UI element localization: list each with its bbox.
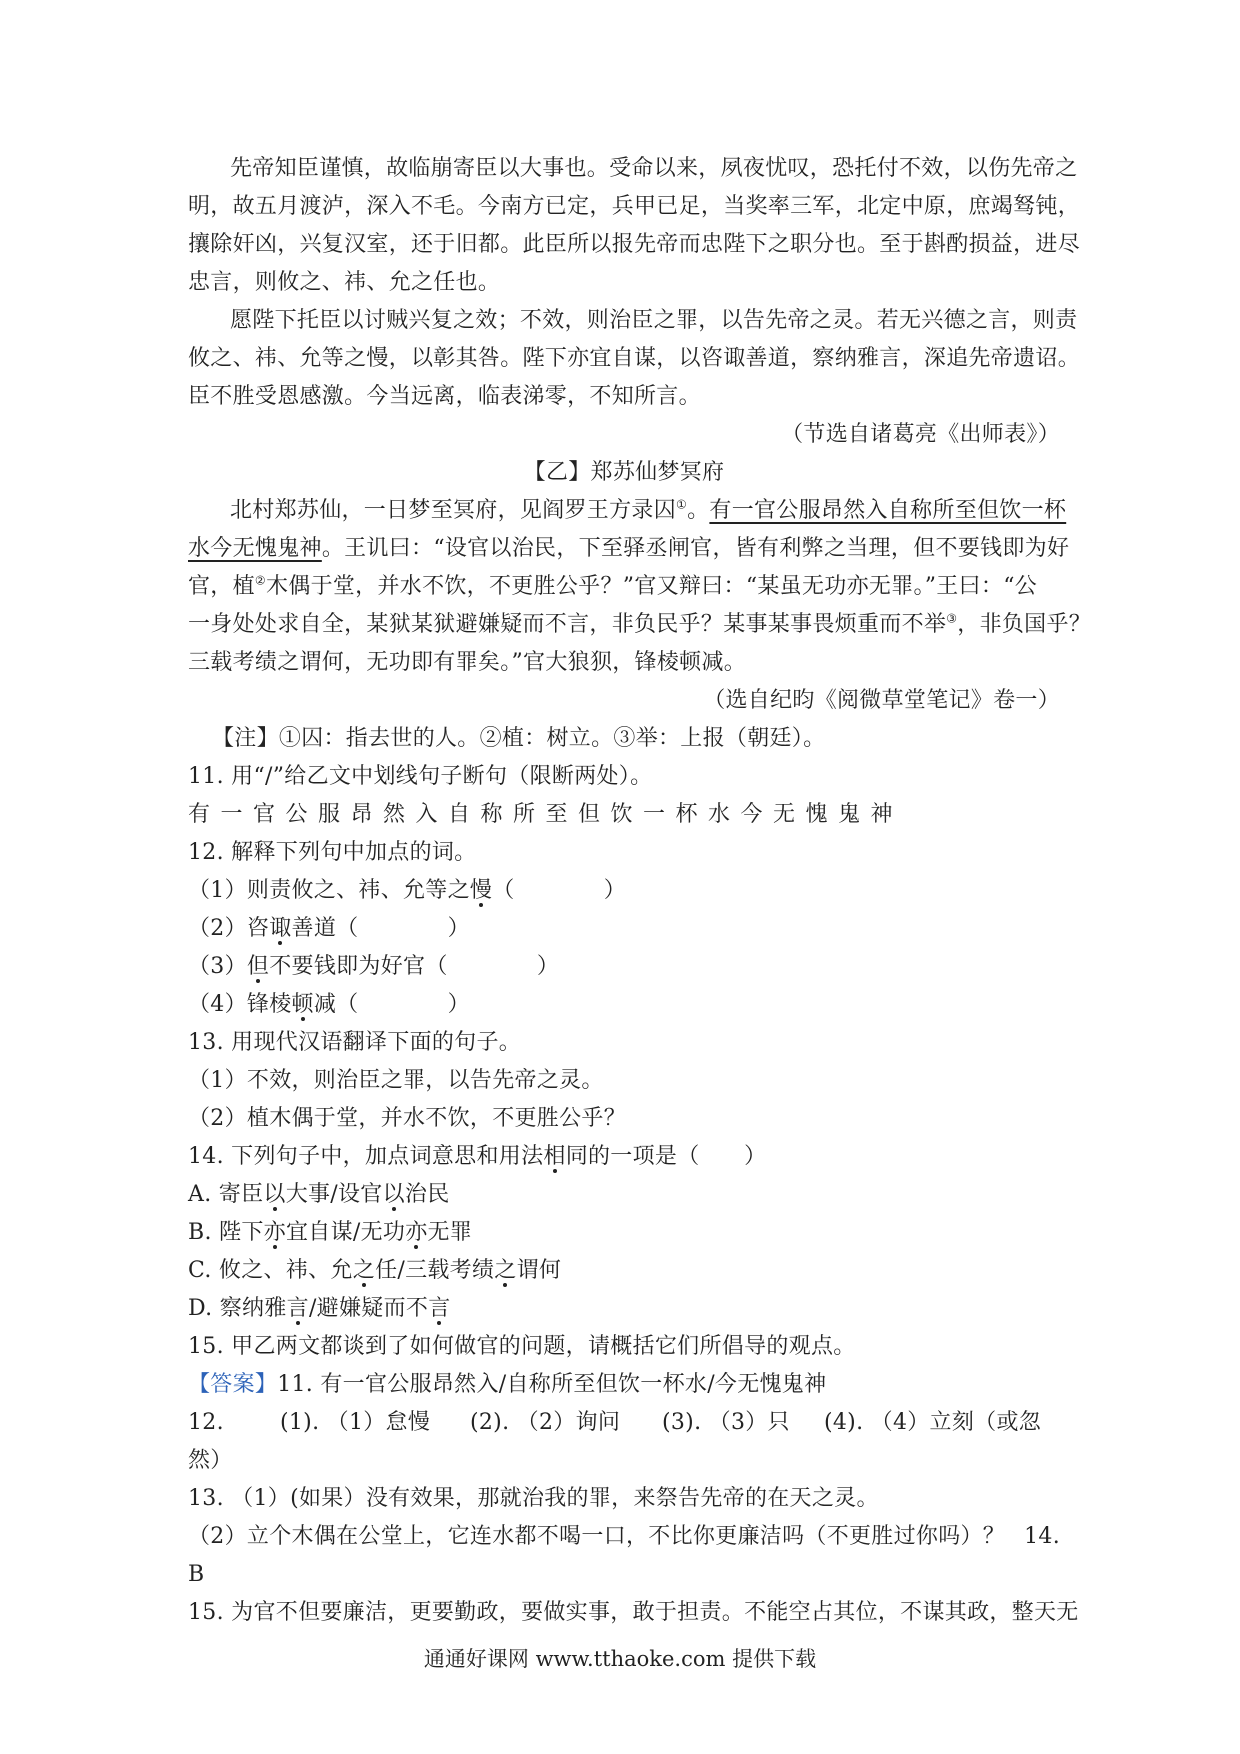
dotted-word: 但 <box>246 954 270 979</box>
dotted-word: 以 <box>263 1182 286 1207</box>
answer-14: B <box>188 1562 205 1587</box>
answer-tag: 【答案】 <box>188 1372 278 1397</box>
jia-paragraph-1-line-1: 先帝知臣谨慎，故临崩寄臣以大事也。受命以来，夙夜忧叹，恐托付不效，以伤先帝之 <box>230 156 1078 181</box>
answer-14-number: 14. <box>1024 1524 1060 1549</box>
note-marker-2: ② <box>254 573 266 588</box>
option-a-text: 大事/设官 <box>285 1182 383 1207</box>
option-b-text: B. 陛下 <box>188 1220 264 1245</box>
option-c-text: 谓何 <box>516 1258 562 1283</box>
dotted-word: 言 <box>286 1296 309 1321</box>
dotted-word: 亦 <box>405 1220 428 1245</box>
dotted-word: 之 <box>352 1258 376 1283</box>
yi-line-1-punct: 。 <box>687 498 710 523</box>
question-12-1 <box>188 872 1060 910</box>
yi-line-5: 三载考绩之谓何，无功即有罪矣。”官大狼狈，锋棱顿减。 <box>188 650 747 675</box>
q14-text-end: 同的一项是（ ） <box>565 1144 767 1169</box>
question-12-2 <box>188 910 1060 948</box>
note-marker-3: ③ <box>946 611 958 626</box>
dotted-word: 顿 <box>291 992 314 1017</box>
yi-line-3 <box>188 568 1060 606</box>
option-a-text: A. 寄臣 <box>188 1182 264 1207</box>
question-11: 11. 用“/”给乙文中划线句子断句（限断两处）。 <box>188 764 653 789</box>
answer-12-4: (4). （4）立刻（或忽 <box>824 1410 1042 1435</box>
option-b-text: 宜自谋/无功 <box>285 1220 406 1245</box>
q12-1-text: （1）则责攸之、祎、允等之 <box>188 878 470 903</box>
question-11-text: 有一官公服昂然入自称所至但饮一杯水今无愧鬼神 <box>188 802 904 827</box>
dotted-word: 以 <box>382 1182 405 1207</box>
question-12-3 <box>188 948 1060 986</box>
yi-source: （选自纪昀《阅微草堂笔记》卷一） <box>703 688 1060 713</box>
q12-3-number: （3） <box>188 954 247 979</box>
answer-blank: 不要钱即为好官（ ） <box>269 954 560 979</box>
dotted-word: 慢 <box>469 878 493 903</box>
jia-paragraph-2-line-3: 臣不胜受恩感激。今当远离，临表涕零，不知所言。 <box>188 384 701 409</box>
yi-notes: 【注】①囚：指去世的人。②植：树立。③举：上报（朝廷）。 <box>212 726 826 751</box>
yi-line-2 <box>188 530 1070 568</box>
answer-blank: （ ） <box>492 878 627 903</box>
answer-12 <box>188 1404 1060 1442</box>
dotted-word: 言 <box>428 1296 451 1321</box>
question-12-4 <box>188 986 1060 1024</box>
dotted-word: 之 <box>494 1258 517 1283</box>
yi-line-3-text-b: 木偶于堂，并水不饮，不更胜公乎？”官又辩曰：“某虽无功亦无罪。”王曰：“公 <box>265 574 1038 599</box>
option-d-text: D. 察纳雅 <box>188 1296 287 1321</box>
question-13-1: （1）不效，则治臣之罪，以告先帝之灵。 <box>188 1068 604 1093</box>
option-a <box>188 1176 1060 1214</box>
answer-blank: 善道（ ） <box>291 916 470 941</box>
dotted-word: 亦 <box>263 1220 286 1245</box>
question-13-2: （2）植木偶于堂，并水不饮，不更胜公乎？ <box>188 1106 626 1131</box>
question-14 <box>188 1138 1060 1176</box>
option-b <box>188 1214 1060 1252</box>
dotted-word: 诹 <box>269 916 292 941</box>
underlined-sentence-part-2: 水今无愧鬼神 <box>188 536 322 561</box>
answer-12-continued: 然） <box>188 1448 233 1473</box>
answer-11-text: 11. 有一官公服昂然入/自称所至但饮一杯水/今无愧鬼神 <box>277 1372 827 1397</box>
question-12: 12. 解释下列句中加点的词。 <box>188 840 477 865</box>
jia-source: （节选自诸葛亮《出师表》） <box>781 422 1060 447</box>
yi-line-4-text-b: ，非负国乎？ <box>957 612 1092 637</box>
answer-13-1: 13. （1）(如果）没有效果，那就治我的罪，来祭告先帝的在天之灵。 <box>188 1486 879 1511</box>
answer-13-2 <box>188 1518 1060 1556</box>
option-c-text: 任/三载考绩 <box>375 1258 495 1283</box>
dotted-word: 相 <box>543 1144 566 1169</box>
answer-12-2: (2). （2）询问 <box>470 1410 621 1435</box>
question-13: 13. 用现代汉语翻译下面的句子。 <box>188 1030 522 1055</box>
jia-paragraph-2-line-1: 愿陛下托臣以讨贼兴复之效；不效，则治臣之罪，以告先帝之灵。若无兴德之言，则责 <box>230 308 1078 333</box>
jia-paragraph-2-line-2: 攸之、祎、允等之慢，以彰其咎。陛下亦宜自谋，以咨诹善道，察纳雅言，深追先帝遗诏。 <box>188 346 1081 371</box>
footer-watermark: 通通好课网 www.tthaoke.com 提供下载 <box>423 1647 817 1671</box>
underlined-sentence-part-1: 有一官公服昂然入自称所至但饮一杯 <box>709 498 1067 523</box>
answer-12-number: 12. <box>188 1410 224 1435</box>
answer-12-1: (1). （1）怠慢 <box>280 1410 431 1435</box>
q12-2-text: （2）咨 <box>188 916 270 941</box>
question-15: 15. 甲乙两文都谈到了如何做官的问题，请概括它们所倡导的观点。 <box>188 1334 856 1359</box>
q12-4-text: （4）锋棱 <box>188 992 292 1017</box>
yi-line-1 <box>230 492 1067 530</box>
option-b-text: 无罪 <box>427 1220 473 1245</box>
yi-line-4 <box>188 606 1092 644</box>
option-d-text: /避嫌疑而不 <box>308 1296 429 1321</box>
yi-title: 【乙】郑苏仙梦冥府 <box>523 460 725 485</box>
answer-blank: 减（ ） <box>313 992 470 1017</box>
option-c <box>188 1252 1060 1290</box>
answer-11 <box>188 1366 1060 1404</box>
option-a-text: 治民 <box>404 1182 450 1207</box>
yi-line-4-text-a: 一身处处求自全，某狱某狱避嫌疑而不言，非负民乎？某事某事畏烦重而不举 <box>188 612 947 637</box>
answer-12-3: (3). （3）只 <box>662 1410 790 1435</box>
yi-line-2-text: 。王讥曰：“设官以治民，下至驿丞闸官，皆有利弊之当理，但不要钱即为好 <box>321 536 1070 561</box>
jia-paragraph-1-line-2: 明，故五月渡泸，深入不毛。今南方已定，兵甲已足，当奖率三军，北定中原，庶竭驽钝， <box>188 194 1081 219</box>
yi-line-1-text: 北村郑苏仙，一日梦至冥府，见阎罗王方录囚 <box>230 498 677 523</box>
note-marker-1: ① <box>676 497 688 512</box>
option-d <box>188 1290 1060 1328</box>
answer-13-2-text: （2）立个木偶在公堂上，它连水都不喝一口，不比你更廉洁吗（不更胜过你吗）？ <box>188 1524 1006 1549</box>
q14-text: 14. 下列句子中，加点词意思和用法 <box>188 1144 544 1169</box>
jia-paragraph-1-line-3: 攘除奸凶，兴复汉室，还于旧都。此臣所以报先帝而忠陛下之职分也。至于斟酌损益，进尽 <box>188 232 1081 257</box>
jia-paragraph-1-line-4: 忠言，则攸之、祎、允之任也。 <box>188 270 501 295</box>
answer-15: 15. 为官不但要廉洁，更要勤政，要做实事，敢于担责。不能空占其位，不谋其政，整天无 <box>188 1600 1079 1625</box>
option-c-text: C. 攸之、祎、允 <box>188 1258 353 1283</box>
yi-line-3-text-a: 官，植 <box>188 574 255 599</box>
